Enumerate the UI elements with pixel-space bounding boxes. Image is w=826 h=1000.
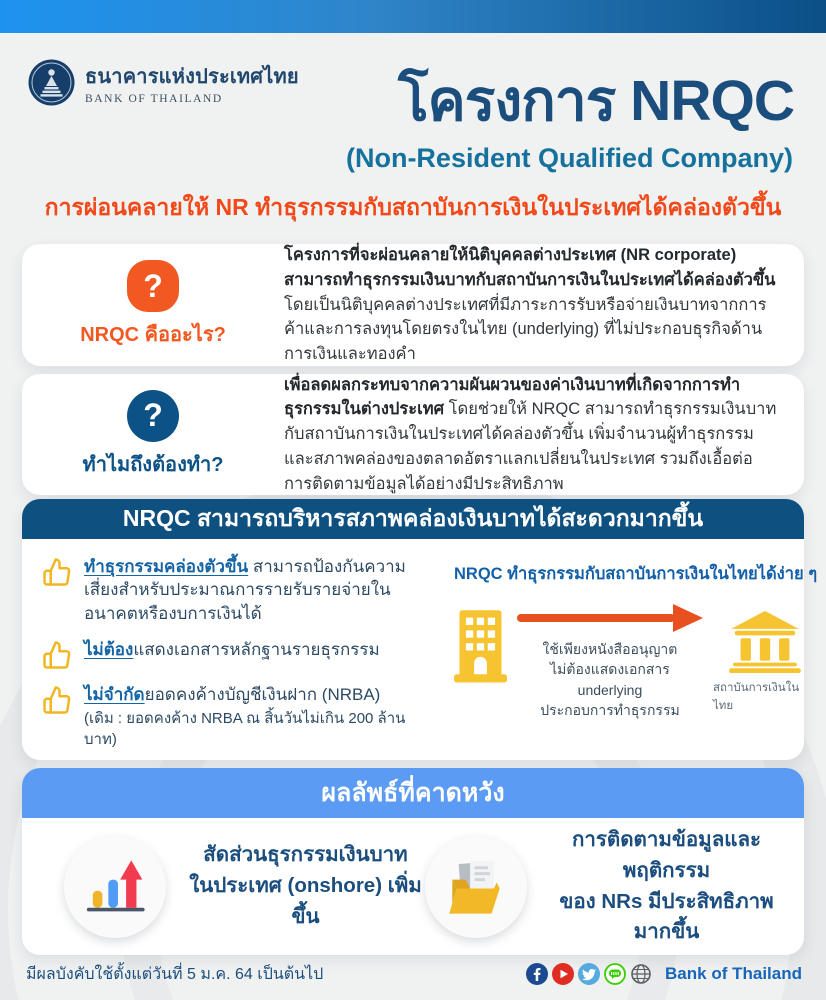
- facebook-icon[interactable]: [526, 963, 548, 985]
- results-card: [22, 768, 804, 955]
- bot-name-thai: ธนาคารแห่งประเทศไทย: [85, 66, 299, 88]
- what-is-nrqc-card: [22, 244, 804, 366]
- liquidity-card: [22, 499, 818, 760]
- twitter-icon[interactable]: [578, 963, 600, 985]
- bar-chart-up-icon: [64, 836, 166, 938]
- result-text: [186, 840, 425, 932]
- easy-panel-title: NRQC ทำธุรกรรมกับสถาบันการเงินในไทยได้ง่าย ๆ: [454, 565, 818, 583]
- thumbs-up-icon: [42, 557, 72, 587]
- bank-icon: [729, 611, 801, 673]
- folder-documents-icon: [425, 836, 527, 938]
- result-line: ในประเทศ (onshore) เพิ่มขึ้น: [189, 874, 422, 928]
- brand-name: Bank of Thailand: [665, 964, 802, 983]
- bot-logo-text: [85, 60, 299, 105]
- benefit-rest: แสดงเอกสารหลักฐานรายธุรกรรม: [133, 640, 380, 660]
- easy-transaction-panel: [454, 555, 817, 748]
- question-mark-icon: [127, 260, 179, 312]
- thumbs-up-icon: [42, 685, 72, 715]
- benefit-note: (เดิม : ยอดคงค้าง NRBA ณ สิ้นวันไม่เกิน 200 ล้านบาท): [84, 709, 406, 748]
- liquidity-card-body: [22, 539, 818, 760]
- benefit-lead: ไม่จำกัด: [84, 685, 145, 705]
- footer-right: [526, 963, 802, 985]
- why-card-text-bold: เพื่อลดผลกระทบจากความผันผวนของค่าเงินบาทที่เกิดจากการทำธุรกรรมในต่างประเทศ: [284, 375, 741, 419]
- result-line: สัดส่วนธุรกรรมเงินบาท: [203, 843, 408, 867]
- flow-note: [517, 639, 703, 720]
- liquidity-card-header: NRQC สามารถบริหารสภาพคล่องเงินบาทได้สะดวกมากขึ้น: [22, 499, 804, 539]
- social-links: [526, 963, 652, 985]
- website-icon[interactable]: [630, 963, 652, 985]
- why-card-text: [284, 373, 804, 497]
- what-card-label: NRQC คืออะไร?: [80, 324, 226, 346]
- bot-logo-icon: [28, 59, 75, 106]
- flow-note-line: ประกอบการทำธุรกรรม: [540, 701, 680, 718]
- bot-name-english: BANK OF THAILAND: [85, 93, 223, 105]
- top-gradient-bar: [0, 0, 826, 33]
- page-subtitle: (Non-Resident Qualified Company): [345, 143, 793, 173]
- flow-middle: [517, 603, 703, 720]
- what-card-text-rest: โดยเป็นนิติบุคคลต่างประเทศที่มีภาระการรับหรือจ่ายเงินบาทจากการค้าและการลงทุนโดยตรงในไทย (underlying) ที่ไม่ประกอบธุรกิจด้านการเงินและทองคำ: [284, 295, 767, 364]
- thumbs-up-icon: [42, 640, 72, 670]
- results-body: [22, 818, 804, 955]
- flow-note-line: ใช้เพียงหนังสืออนุญาต: [542, 641, 678, 657]
- benefit-text: [84, 638, 380, 661]
- result-text: [547, 825, 786, 948]
- benefit-rest: ยอดคงค้างบัญชีเงินฝาก (NRBA): [144, 685, 381, 705]
- question-mark-glyph: ?: [143, 267, 163, 304]
- why-card-label: ทำไมถึงต้องทำ?: [82, 453, 224, 476]
- why-card-text-rest: โดยช่วยให้ NRQC สามารถทำธุรกรรมเงินบาทกับสถาบันการเงินในประเทศได้คล่องตัวขึ้น เพิ่มจำนวนผู้ทำธุรกรรม และสภาพคล่องของตลาดอัตราแลกเปลี่ยนในประเทศ รวมถึงเอื้อต่อการติดตามข้อมูลได้อย่างมีประสิทธิภาพ: [284, 400, 777, 493]
- bank-destination: [713, 611, 817, 715]
- building-icon: [454, 605, 507, 685]
- result-item: [64, 836, 425, 938]
- benefit-item: [42, 638, 434, 670]
- what-card-text-bold: โครงการที่จะผ่อนคลายให้นิติบุคคลต่างประเทศ (NR corporate) สามารถทำธุรกรรมเงินบาทกับสถาบันการเงินในประเทศได้คล่องตัวขึ้น: [284, 246, 776, 289]
- what-card-text: [284, 243, 804, 367]
- result-item: [425, 825, 786, 948]
- flow-diagram: [454, 603, 817, 720]
- benefit-item: [42, 555, 434, 625]
- question-mark-icon: [127, 390, 179, 442]
- page-tagline: การผ่อนคลายให้ NR ทำธุรกรรมกับสถาบันการเงินในประเทศได้คล่องตัวขึ้น: [44, 194, 782, 220]
- bank-caption: สถาบันการเงินในไทย: [712, 682, 800, 712]
- benefit-lead: ทำธุรกรรมคล่องตัวขึ้น: [84, 557, 249, 576]
- footer: [26, 958, 802, 990]
- bot-logo: [28, 59, 299, 106]
- benefit-rest: สามารถป้องกันความเสี่ยงสำหรับประมาณการรายรับรายจ่ายในอนาคตหรืองบการเงินได้: [84, 557, 406, 623]
- benefit-lead: ไม่ต้อง: [84, 640, 134, 660]
- flow-note-line: ไม่ต้องแสดงเอกสาร underlying: [550, 661, 670, 698]
- effective-date-note: มีผลบังคับใช้ตั้งแต่วันที่ 5 ม.ค. 64 เป็นต้นไป: [26, 965, 324, 983]
- line-icon[interactable]: [604, 963, 626, 985]
- result-line: ของ NRs มีประสิทธิภาพมากขึ้น: [559, 889, 774, 944]
- arrow-right-icon: [517, 603, 703, 633]
- result-line: การติดตามข้อมูลและพฤติกรรม: [571, 828, 762, 882]
- results-card-header: ผลลัพธ์ที่คาดหวัง: [22, 768, 804, 818]
- benefit-item: [42, 683, 434, 750]
- benefit-list: [42, 555, 434, 748]
- why-card: [22, 374, 804, 495]
- what-card-icon-column: [22, 260, 284, 350]
- youtube-icon[interactable]: [552, 963, 574, 985]
- benefit-text: [84, 683, 434, 750]
- page-title: โครงการ NRQC: [398, 69, 794, 133]
- question-mark-glyph: ?: [143, 397, 163, 433]
- benefit-text: [84, 555, 434, 625]
- why-card-icon-column: [22, 390, 284, 480]
